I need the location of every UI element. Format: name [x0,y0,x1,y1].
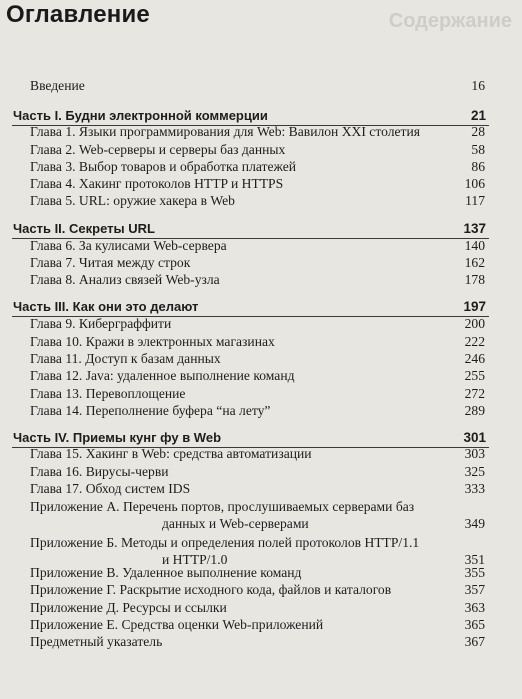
toc-chapter [0,270,522,290]
toc-entry-title-continued: данных и Web-серверами [162,516,309,531]
toc-entry-page: 363 [464,600,485,615]
toc-entry-title: Приложение Г. Раскрытие исходного кода, файлов и каталогов [30,582,392,597]
toc-entry-title: Глава 11. Доступ к базам данных [30,351,221,366]
toc-entry-title: Приложение Е. Средства оценки Web-приложений [30,617,324,632]
toc-entry-title: Глава 4. Хакинг протоколов HTTP и HTTPS [30,176,284,191]
toc-entry-title: Приложение Б. Методы и определения полей протоколов HTTP/1.1 [30,535,420,550]
toc-entry-title-continued: и HTTP/1.0 [162,552,228,567]
toc-index [0,632,522,652]
toc-entry-page: 16 [471,78,485,93]
toc-part-title: Часть III. Как они это делают [13,299,199,314]
toc-entry-title: Глава 10. Кражи в электронных магазинах [30,334,275,349]
toc-chapter [0,191,522,211]
toc-part-title: Часть IV. Приемы кунг фу в Web [13,430,222,445]
toc-part-page: 197 [463,299,486,314]
toc-chapter [0,479,522,499]
toc-entry-page: 28 [471,124,485,139]
toc-entry-page: 162 [464,255,485,270]
toc-chapter [0,314,522,334]
toc-entry-page: 86 [471,159,485,174]
toc-entry-title: Глава 17. Обход систем IDS [30,481,191,496]
toc-entry-page: 255 [464,368,485,383]
toc-entry-title: Введение [30,78,85,93]
toc-entry-title: Приложение Д. Ресурсы и ссылки [30,600,227,615]
toc-appendix [0,580,522,600]
toc-entry-page: 106 [464,176,485,191]
toc-entry-title: Глава 1. Языки программирования для Web: Вавилон XXI столетия [30,124,420,139]
toc-entry-title: Глава 5. URL: оружие хакера в Web [30,193,235,208]
toc-entry-title: Глава 3. Выбор товаров и обработка платежей [30,159,297,174]
toc-entry-page: 289 [464,403,485,418]
toc-entry-page: 355 [464,565,485,580]
toc-entry-page: 333 [464,481,485,496]
toc-entry-title: Глава 6. За кулисами Web-сервера [30,238,227,253]
toc-entry-title: Глава 7. Читая между строк [30,255,191,270]
toc-entry-title: Глава 14. Переполнение буфера “на лету” [30,403,271,418]
toc-entry-page: 357 [464,582,485,597]
toc-chapter [0,366,522,386]
toc-entry-page: 367 [464,634,485,649]
toc-entry-intro [0,76,522,96]
toc-entry-title: Глава 16. Вирусы-черви [30,464,169,479]
toc-chapter [0,444,522,464]
toc-chapter [0,401,522,421]
toc-entry-page: 325 [464,464,485,479]
toc-entry-title: Глава 9. Киберграффити [30,316,172,331]
toc-entry-title: Глава 8. Анализ связей Web-узла [30,272,220,287]
toc-part-title: Часть II. Секреты URL [13,221,155,236]
toc-entry-title: Глава 13. Перевоплощение [30,386,186,401]
toc-entry-page: 178 [464,272,485,287]
toc-part-page: 301 [463,430,486,445]
toc-part-title: Часть I. Будни электронной коммерции [13,108,268,123]
toc-entry-title: Глава 12. Java: удаленное выполнение команд [30,368,295,383]
toc-entry-title: Предметный указатель [30,634,163,649]
toc-entry-page: 222 [464,334,485,349]
toc-part-page: 137 [463,221,486,236]
toc-entry-page: 303 [464,446,485,461]
toc-appendix-continuation [0,514,522,534]
toc-entry-title: Приложение В. Удаленное выполнение команд [30,565,302,580]
toc-entry-page: 365 [464,617,485,632]
toc-part-page: 21 [470,108,486,123]
toc-entry-page: 117 [465,193,485,208]
toc-entry-page: 58 [471,142,485,157]
toc-entry-title: Приложение А. Перечень портов, прослушиваемых серверами баз [30,499,415,514]
toc-entry-title: Глава 15. Хакинг в Web: средства автоматизации [30,446,312,461]
page-title: Оглавление [6,1,150,28]
bleed-through-text: Содержание [388,10,512,32]
toc-entry-page: 272 [464,386,485,401]
toc-entry-page: 200 [464,316,485,331]
toc-entry-page: 246 [464,351,485,366]
toc-entry-page: 351 [464,552,485,567]
toc-entry-page: 140 [464,238,485,253]
toc-entry-page: 349 [464,516,485,531]
toc-chapter [0,122,522,142]
toc-entry-title: Глава 2. Web-серверы и серверы баз данных [30,142,286,157]
